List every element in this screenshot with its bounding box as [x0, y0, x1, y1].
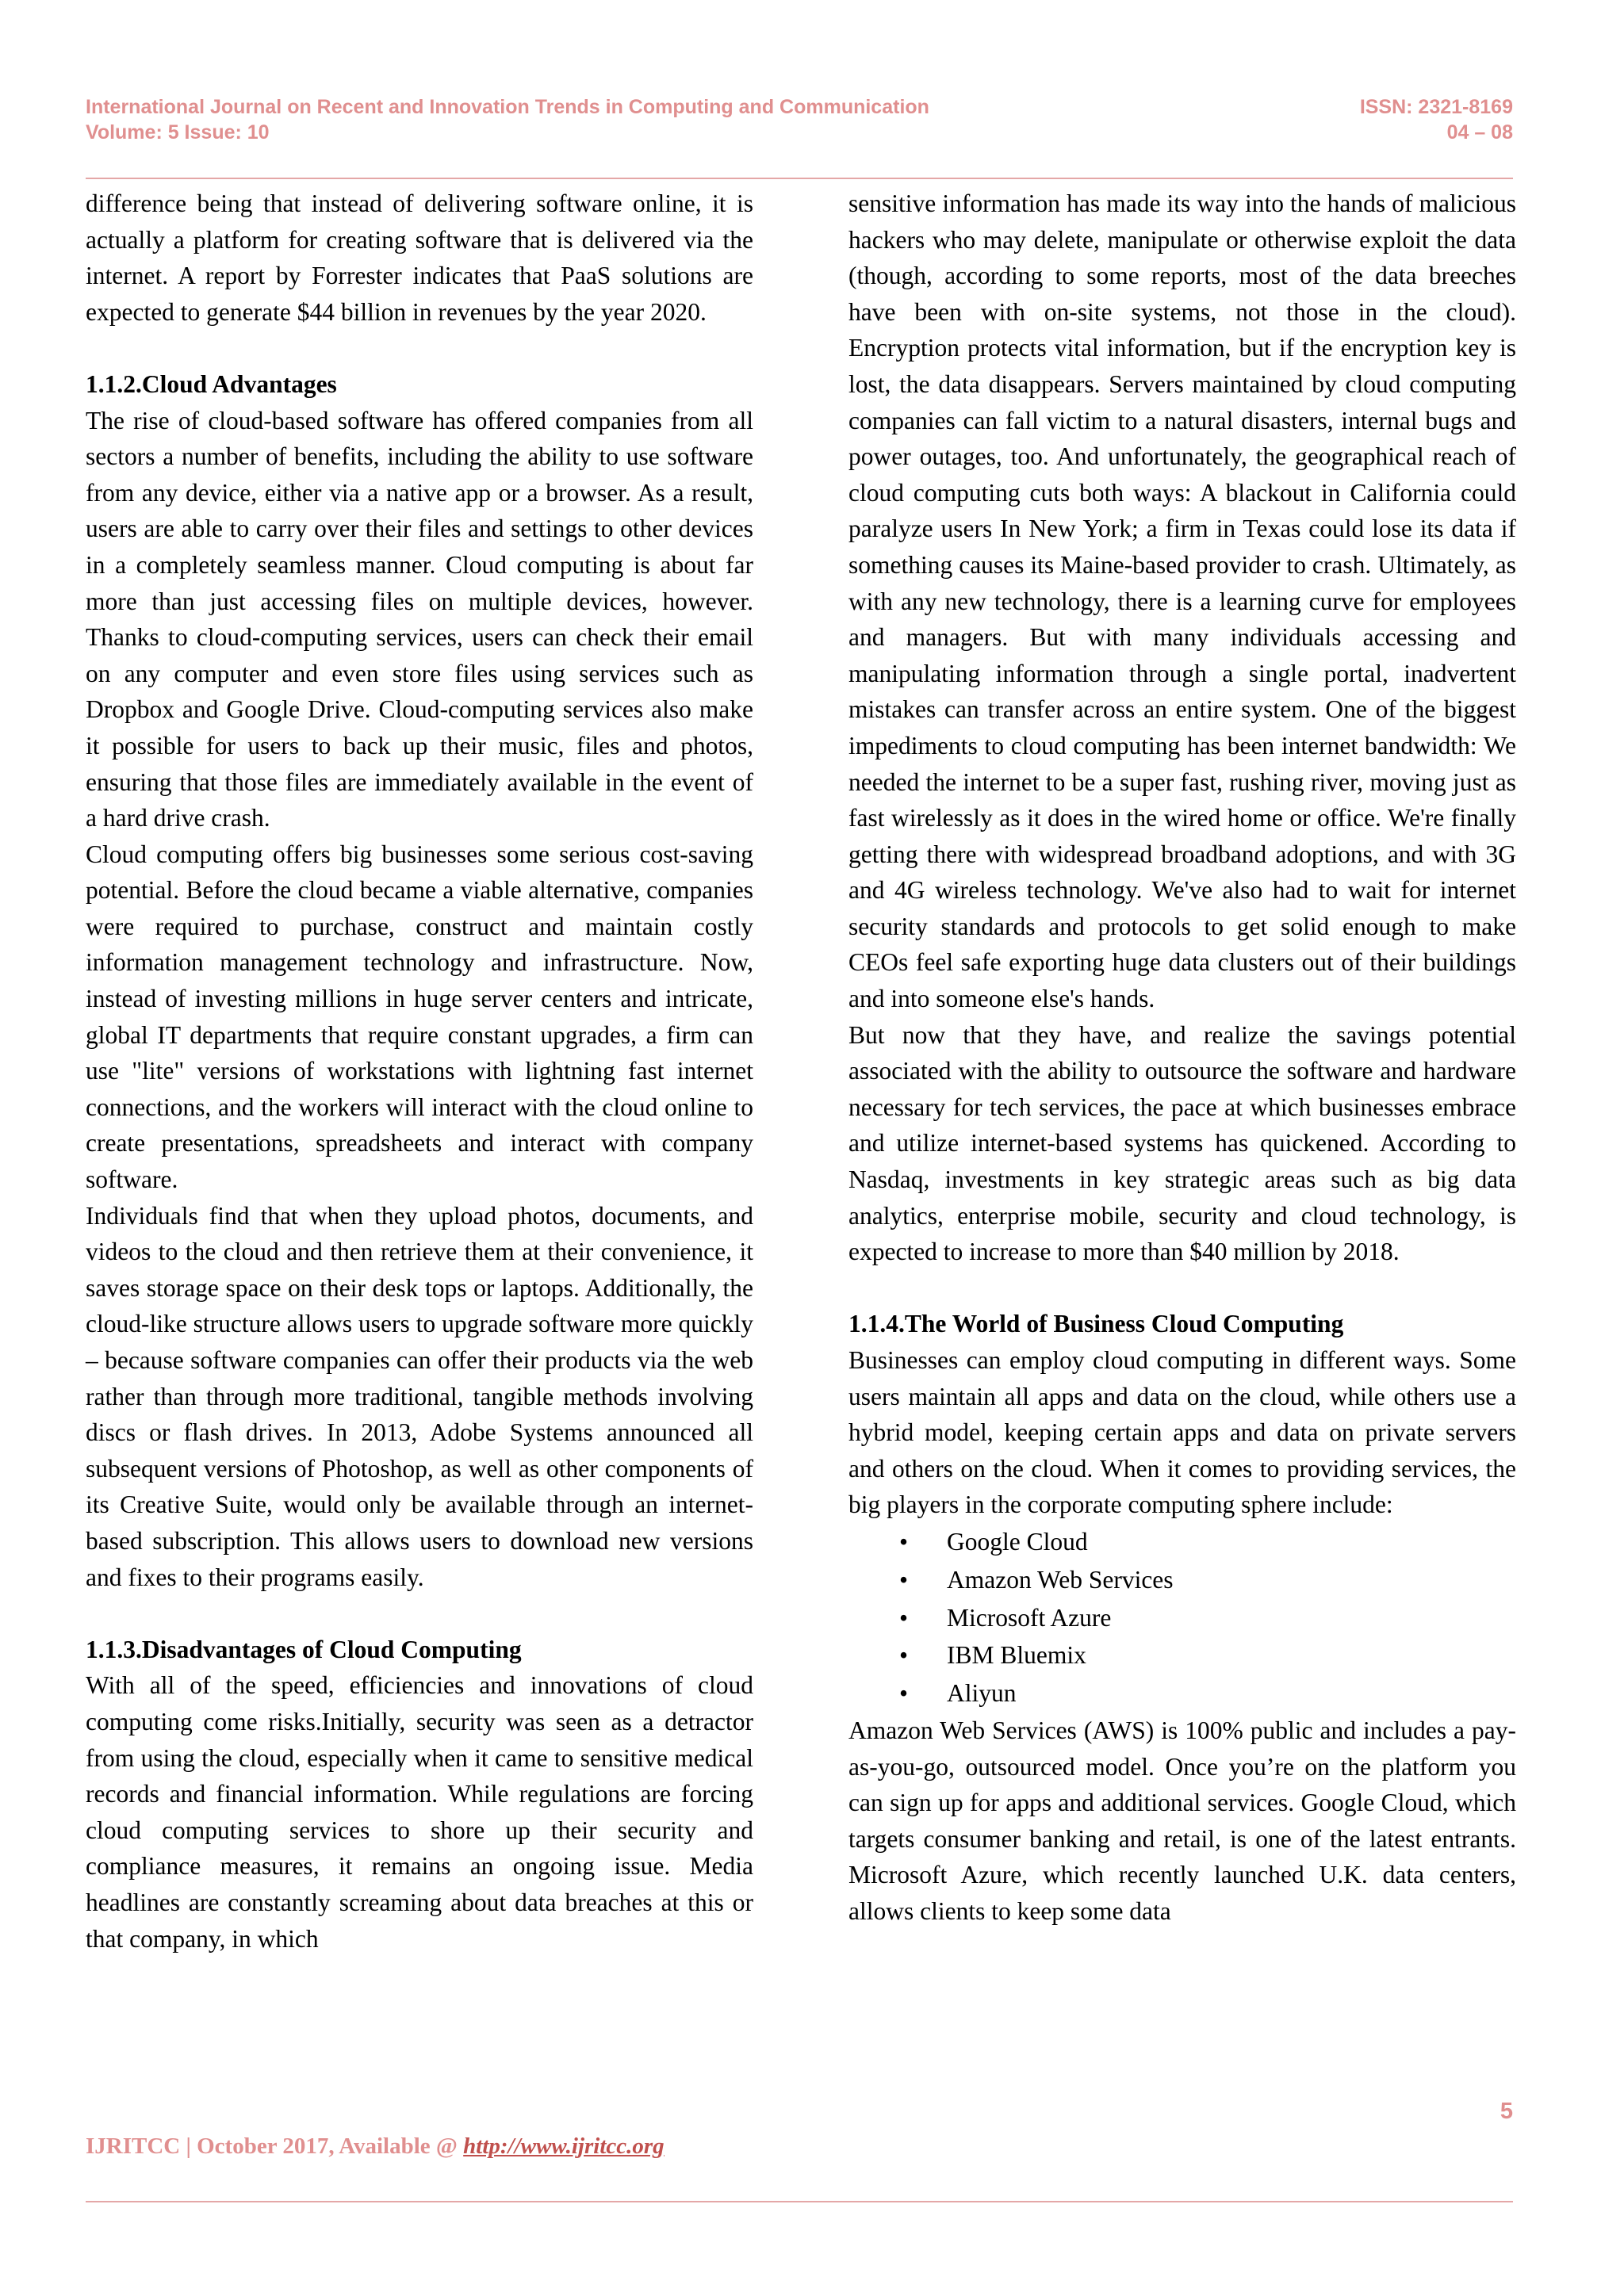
header-rule [86, 178, 1513, 179]
paragraph: sensitive information has made its way into the hands of malicious hackers who may delete, manipulate or otherwise exploit the data (though, according to some reports, most of the data breeches have been with on-site systems, not those in the cloud). Encryption protects vital information, but if the encryption key is lost, the data disappears. Servers maintained by cloud computing companies can fall victim to a natural disasters, internal bugs and power outages, too. And unfortunately, the geographical reach of cloud computing cuts both ways: A blackout in California could paralyze users In New York; a firm in Texas could lose its data if something causes its Maine-based provider to crash. Ultimately, as with any new technology, there is a learning curve for employees and managers. But with many individuals accessing and manipulating information through a single portal, inadvertent mistakes can transfer across an entire system. One of the biggest impediments to cloud computing has been internet bandwidth: We needed the internet to be a super fast, rushing river, moving just as fast wirelessly as it does in the wired home or office. We're finally getting there with widespread broadband adoptions, and with 3G and 4G wireless technology. We've also had to wait for internet security standards and protocols to get solid enough to make CEOs feel safe exporting huge data clusters out of their buildings and into someone else's hands. [848, 189, 1516, 1013]
list-item-text: IBM Bluemix [947, 1641, 1086, 1670]
section-heading: 1.1.3.Disadvantages of Cloud Computing [86, 1635, 522, 1663]
left-column [86, 186, 753, 1957]
right-column [848, 186, 1516, 1930]
volume-issue: Volume: 5 Issue: 10 [86, 121, 270, 144]
cloud-players-list [848, 1523, 1516, 1712]
list-item-text: Aliyun [947, 1679, 1017, 1708]
list-item [848, 1523, 1516, 1561]
list-item [848, 1674, 1516, 1712]
footer [86, 2133, 665, 2160]
bullet-icon: • [899, 1527, 909, 1556]
paragraph: difference being that instead of delivering software online, it is actually a platform for creating software that is delivered via the internet. A report by Forrester indicates that PaaS solutions are expected to generate $44 billion in revenues by the year 2020. [86, 189, 753, 326]
section-heading: 1.1.4.The World of Business Cloud Computing [848, 1310, 1344, 1338]
paragraph: With all of the speed, efficiencies and innovations of cloud computing come risks.Initially, security was seen as a detractor from using the cloud, especially when it came to sensitive medical records and financial information. While regulations are forcing cloud computing services to shore up their security and compliance measures, it remains an ongoing issue. Media headlines are constantly screaming about data breaches at this or that company, in which [86, 1671, 753, 1953]
paragraph: But now that they have, and realize the savings potential associated with the ability to outsource the software and hardware necessary for tech services, the pace at which businesses embrace and utilize internet-based systems has quickened. According to Nasdaq, investments in key strategic areas such as big data analytics, enterprise mobile, security and cloud technology, is expected to increase to more than $40 million by 2018. [848, 1020, 1516, 1266]
section-heading: 1.1.2.Cloud Advantages [86, 369, 337, 398]
paragraph: Cloud computing offers big businesses some serious cost-saving potential. Before the cloud became a viable alternative, companies were required to purchase, construct and maintain costly information management technology and infrastructure. Now, instead of investing millions in huge server centers and intricate, global IT departments that require constant upgrades, a firm can use "lite" versions of workstations with lightning fast internet connections, and the workers will interact with the cloud online to create presentations, spreadsheets and interact with company software. [86, 840, 753, 1194]
bullet-icon: • [899, 1565, 909, 1594]
bullet-icon: • [899, 1679, 909, 1708]
list-item [848, 1636, 1516, 1674]
journal-title: International Journal on Recent and Innovation Trends in Computing and Communication [86, 96, 929, 118]
paragraph: Individuals find that when they upload photos, documents, and videos to the cloud and then retrieve them at their convenience, it saves storage space on their desk tops or laptops. Additionally, the cloud-like structure allows users to upgrade software more quickly – because software companies can offer their products via the web rather than through more traditional, tangible methods involving discs or flash drives. In 2013, Adobe Systems announced all subsequent versions of Photoshop, as well as other components of its Creative Suite, would only be available through an internet-based subscription. This allows users to download new versions and fixes to their programs easily. [86, 1201, 753, 1591]
paragraph: Businesses can employ cloud computing in different ways. Some users maintain all apps and data on the cloud, while others use a hybrid model, keeping certain apps and data on private servers and others on the cloud. When it comes to providing services, the big players in the corporate computing sphere include: [848, 1346, 1516, 1519]
page-number: 5 [1500, 2099, 1513, 2124]
paragraph: Amazon Web Services (AWS) is 100% public and includes a pay-as-you-go, outsourced model. Once you’re on the platform you can sign up for apps and additional services. Google Cloud, which targets consumer banking and retail, is one of the latest entrants. Microsoft Azure, which recently launched U.K. data centers, allows clients to keep some data [848, 1716, 1516, 1925]
bullet-icon: • [899, 1603, 909, 1632]
list-item [848, 1561, 1516, 1599]
list-item-text: Amazon Web Services [947, 1565, 1174, 1594]
paragraph: The rise of cloud-based software has offered companies from all sectors a number of benefits, including the ability to use software from any device, either via a native app or a browser. As a result, users are able to carry over their files and settings to other devices in a completely seamless manner. Cloud computing is about far more than just accessing files on multiple devices, however. Thanks to cloud-computing services, users can check their email on any computer and even store files using services such as Dropbox and Google Drive. Cloud-computing services also make it possible for users to back up their music, files and photos, ensuring that those files are immediately available in the event of a hard drive crash. [86, 406, 753, 832]
list-item [848, 1599, 1516, 1637]
footer-link[interactable]: http://www.ijritcc.org [463, 2133, 665, 2159]
footer-rule [86, 2201, 1513, 2202]
issn: ISSN: 2321-8169 [1359, 96, 1513, 118]
list-item-text: Microsoft Azure [947, 1603, 1112, 1632]
bullet-icon: • [899, 1641, 909, 1670]
footer-text: IJRITCC | October 2017, Available @ [86, 2133, 464, 2159]
page-range: 04 – 08 [1446, 121, 1513, 144]
list-item-text: Google Cloud [947, 1527, 1088, 1556]
